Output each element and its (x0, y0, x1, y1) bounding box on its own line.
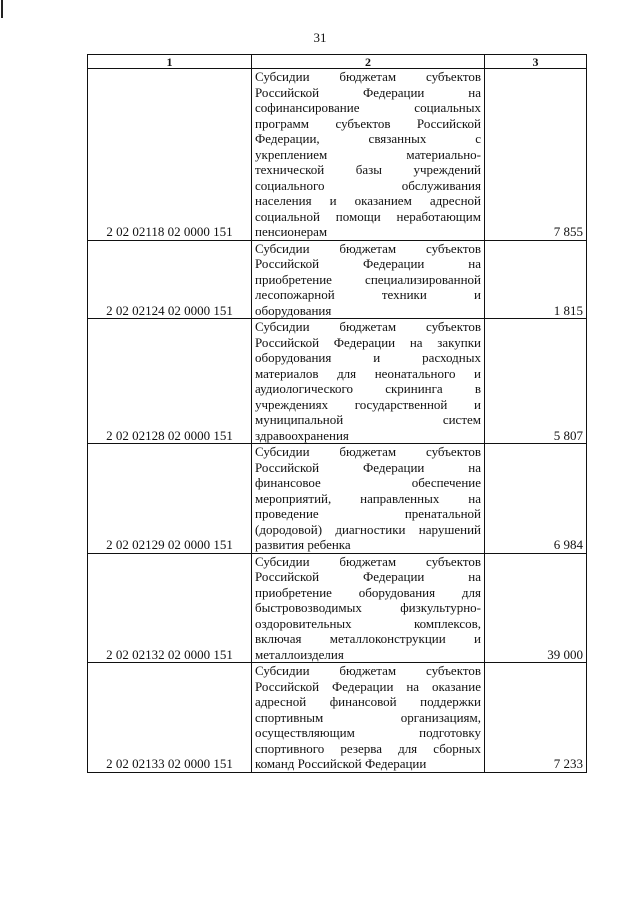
description-line: Субсидии бюджетам субъектов (255, 319, 481, 334)
description-line: Субсидии бюджетам субъектов (255, 240, 481, 256)
row-code: 2 02 02124 02 0000 151 (88, 240, 252, 319)
description-line: оборудования (255, 302, 332, 318)
description-line: муниципальной систем (255, 412, 481, 427)
description-line: Субсидии бюджетам субъектов (255, 553, 481, 569)
column-header-code: 1 (88, 55, 252, 69)
row-description (252, 240, 485, 319)
description-line: Субсидии бюджетам субъектов (255, 69, 481, 84)
description-line: Российской Федерации на (255, 84, 481, 100)
description-line: учреждениях государственной и (255, 396, 481, 412)
row-amount: 7 855 (485, 69, 587, 241)
description-line: технической базы учреждений (255, 162, 481, 177)
description-line: программ субъектов Российской (255, 115, 481, 131)
description-line: Федерации, связанных с (255, 131, 481, 146)
description-line: развития ребенка (255, 537, 351, 552)
row-code: 2 02 02128 02 0000 151 (88, 319, 252, 444)
description-line: адресной финансовой поддержки (255, 694, 481, 709)
scan-edge-mark (1, 0, 3, 18)
row-description (252, 69, 485, 241)
description-line: Российской Федерации на (255, 569, 481, 584)
row-description (252, 444, 485, 554)
description-line: Субсидии бюджетам субъектов (255, 444, 481, 459)
description-line: осуществляющим подготовку (255, 725, 481, 740)
row-amount: 5 807 (485, 319, 587, 444)
table-row (88, 240, 587, 319)
description-line: мероприятий, направленных на (255, 490, 481, 506)
description-line: Российской Федерации на (255, 256, 481, 271)
row-code: 2 02 02118 02 0000 151 (88, 69, 252, 241)
budget-table (87, 54, 587, 773)
description-line: приобретение специализированной (255, 271, 481, 287)
row-code: 2 02 02133 02 0000 151 (88, 663, 252, 773)
row-description (252, 663, 485, 773)
description-line: аудиологического скрининга в (255, 381, 481, 396)
column-header-amount: 3 (485, 55, 587, 69)
description-line: социальной помощи неработающим (255, 208, 481, 224)
description-line: металлоизделия (255, 646, 344, 662)
description-line: оборудования и расходных (255, 350, 481, 365)
table-row (88, 663, 587, 773)
row-amount: 1 815 (485, 240, 587, 319)
description-line: включая металлоконструкции и (255, 631, 481, 646)
table-row (88, 319, 587, 444)
description-line: команд Российской Федерации (255, 756, 427, 771)
description-line: лесопожарной техники и (255, 287, 481, 302)
row-code: 2 02 02129 02 0000 151 (88, 444, 252, 554)
page-number: 31 (313, 30, 327, 45)
description-line: Российской Федерации на закупки (255, 334, 481, 350)
description-line: спортивным организациям, (255, 709, 481, 725)
description-line: финансовое обеспечение (255, 475, 481, 490)
description-line: проведение пренатальной (255, 506, 481, 521)
description-line: Российской Федерации на (255, 459, 481, 475)
description-line: оздоровительных комплексов, (255, 615, 481, 631)
table-row (88, 69, 587, 241)
row-amount: 7 233 (485, 663, 587, 773)
description-line: приобретение оборудования для (255, 584, 481, 600)
description-line: пенсионерам (255, 224, 328, 239)
table-body (88, 69, 587, 773)
description-line: населения и оказанием адресной (255, 193, 481, 208)
table-header-row (88, 55, 587, 69)
description-line: Российской Федерации на оказание (255, 678, 481, 694)
description-line: материалов для неонатального и (255, 365, 481, 381)
row-amount: 6 984 (485, 444, 587, 554)
row-code: 2 02 02132 02 0000 151 (88, 553, 252, 663)
row-description (252, 319, 485, 444)
description-line: социального обслуживания (255, 177, 481, 193)
column-header-description: 2 (252, 55, 485, 69)
description-line: Субсидии бюджетам субъектов (255, 663, 481, 678)
table-row (88, 553, 587, 663)
row-description (252, 553, 485, 663)
description-line: софинансирование социальных (255, 100, 481, 115)
description-line: спортивного резерва для сборных (255, 740, 481, 756)
table-row (88, 444, 587, 554)
description-line: быстровозводимых физкультурно- (255, 600, 481, 615)
description-line: (дородовой) диагностики нарушений (255, 521, 481, 537)
description-line: здравоохранения (255, 427, 349, 443)
description-line: укреплением материально- (255, 146, 481, 162)
row-amount: 39 000 (485, 553, 587, 663)
